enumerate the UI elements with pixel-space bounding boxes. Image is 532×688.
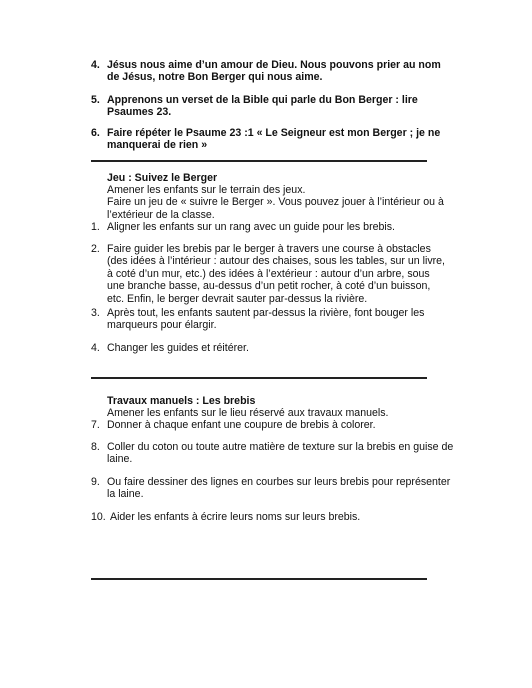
section-divider [91,377,427,379]
lesson-point-6 [91,127,441,152]
game-step-4 [91,342,427,354]
game-intro [107,184,444,221]
step-line: Donner à chaque enfant une coupure de brebis à colorer. [107,419,376,431]
step-line: (des idées à l’intérieur : autour des chaises, sous les tables, sur un livre, [107,255,445,268]
step-line: laine. [107,453,133,466]
step-number: 10. [91,511,106,523]
item-line: de Jésus, notre Bon Berger qui nous aime. [107,71,323,84]
game-step-3 [91,307,427,332]
step-number: 9. [91,476,100,488]
item-line: Apprenons un verset de la Bible qui parle du Bon Berger : lire [107,94,418,106]
step-line: marqueurs pour élargir. [107,319,217,332]
craft-step-10 [91,511,427,523]
step-line: Ou faire dessiner des lignes en courbes sur leurs brebis pour représenter [107,476,451,488]
step-line: Coller du coton ou toute autre matière de texture sur la brebis en guise de [107,441,454,453]
item-line: Faire répéter le Psaume 23 :1 « Le Seigneur est mon Berger ; je ne [107,127,441,139]
craft-step-8 [91,441,454,466]
step-number: 4. [91,342,100,354]
game-step-1 [91,221,427,233]
craft-intro [107,407,425,419]
step-number: 3. [91,307,100,319]
game-step-2 [91,243,445,305]
intro-line: Faire un jeu de « suivre le Berger ». Vous pouvez jouer à l’intérieur ou à [107,196,444,209]
item-number: 5. [91,94,100,106]
step-number: 7. [91,419,100,431]
craft-step-7 [91,419,427,431]
lesson-point-5 [91,94,431,119]
step-line: Après tout, les enfants sautent par-dessus la rivière, font bouger les [107,307,425,319]
step-line: Aider les enfants à écrire leurs noms sur leurs brebis. [110,511,361,523]
step-number: 1. [91,221,100,233]
item-line: Jésus nous aime d’un amour de Dieu. Nous pouvons prier au nom [107,59,441,71]
craft-step-9 [91,476,451,501]
step-line: Aligner les enfants sur un rang avec un guide pour les brebis. [107,221,395,233]
item-line: Psaumes 23. [107,106,172,119]
game-section-title: Jeu : Suivez le Berger [107,172,218,184]
lesson-point-4 [91,59,441,84]
step-line: Faire guider les brebis par le berger à travers une course à obstacles [107,243,431,255]
step-line: Changer les guides et réitérer. [107,342,249,354]
step-number: 8. [91,441,100,453]
item-line: manquerai de rien » [107,139,208,152]
step-line: etc. Enfin, le berger devrait sauter par-dessus la rivière. [107,292,368,305]
step-number: 2. [91,243,100,255]
intro-line: Amener les enfants sur le lieu réservé aux travaux manuels. [107,407,389,419]
step-line: une branche basse, au-dessus d’un petit rocher, à coté d’un buisson, [107,280,431,293]
craft-section-title: Travaux manuels : Les brebis [107,395,256,407]
section-divider [91,160,427,162]
step-line: à coté d’un mur, etc.) des idées à l’extérieur : autour d’un arbre, sous [107,267,430,280]
section-divider [91,578,427,580]
item-number: 6. [91,127,100,139]
step-line: la laine. [107,488,144,501]
intro-line: Amener les enfants sur le terrain des jeux. [107,184,306,196]
intro-line: l’extérieur de la classe. [107,208,215,221]
item-number: 4. [91,59,100,71]
